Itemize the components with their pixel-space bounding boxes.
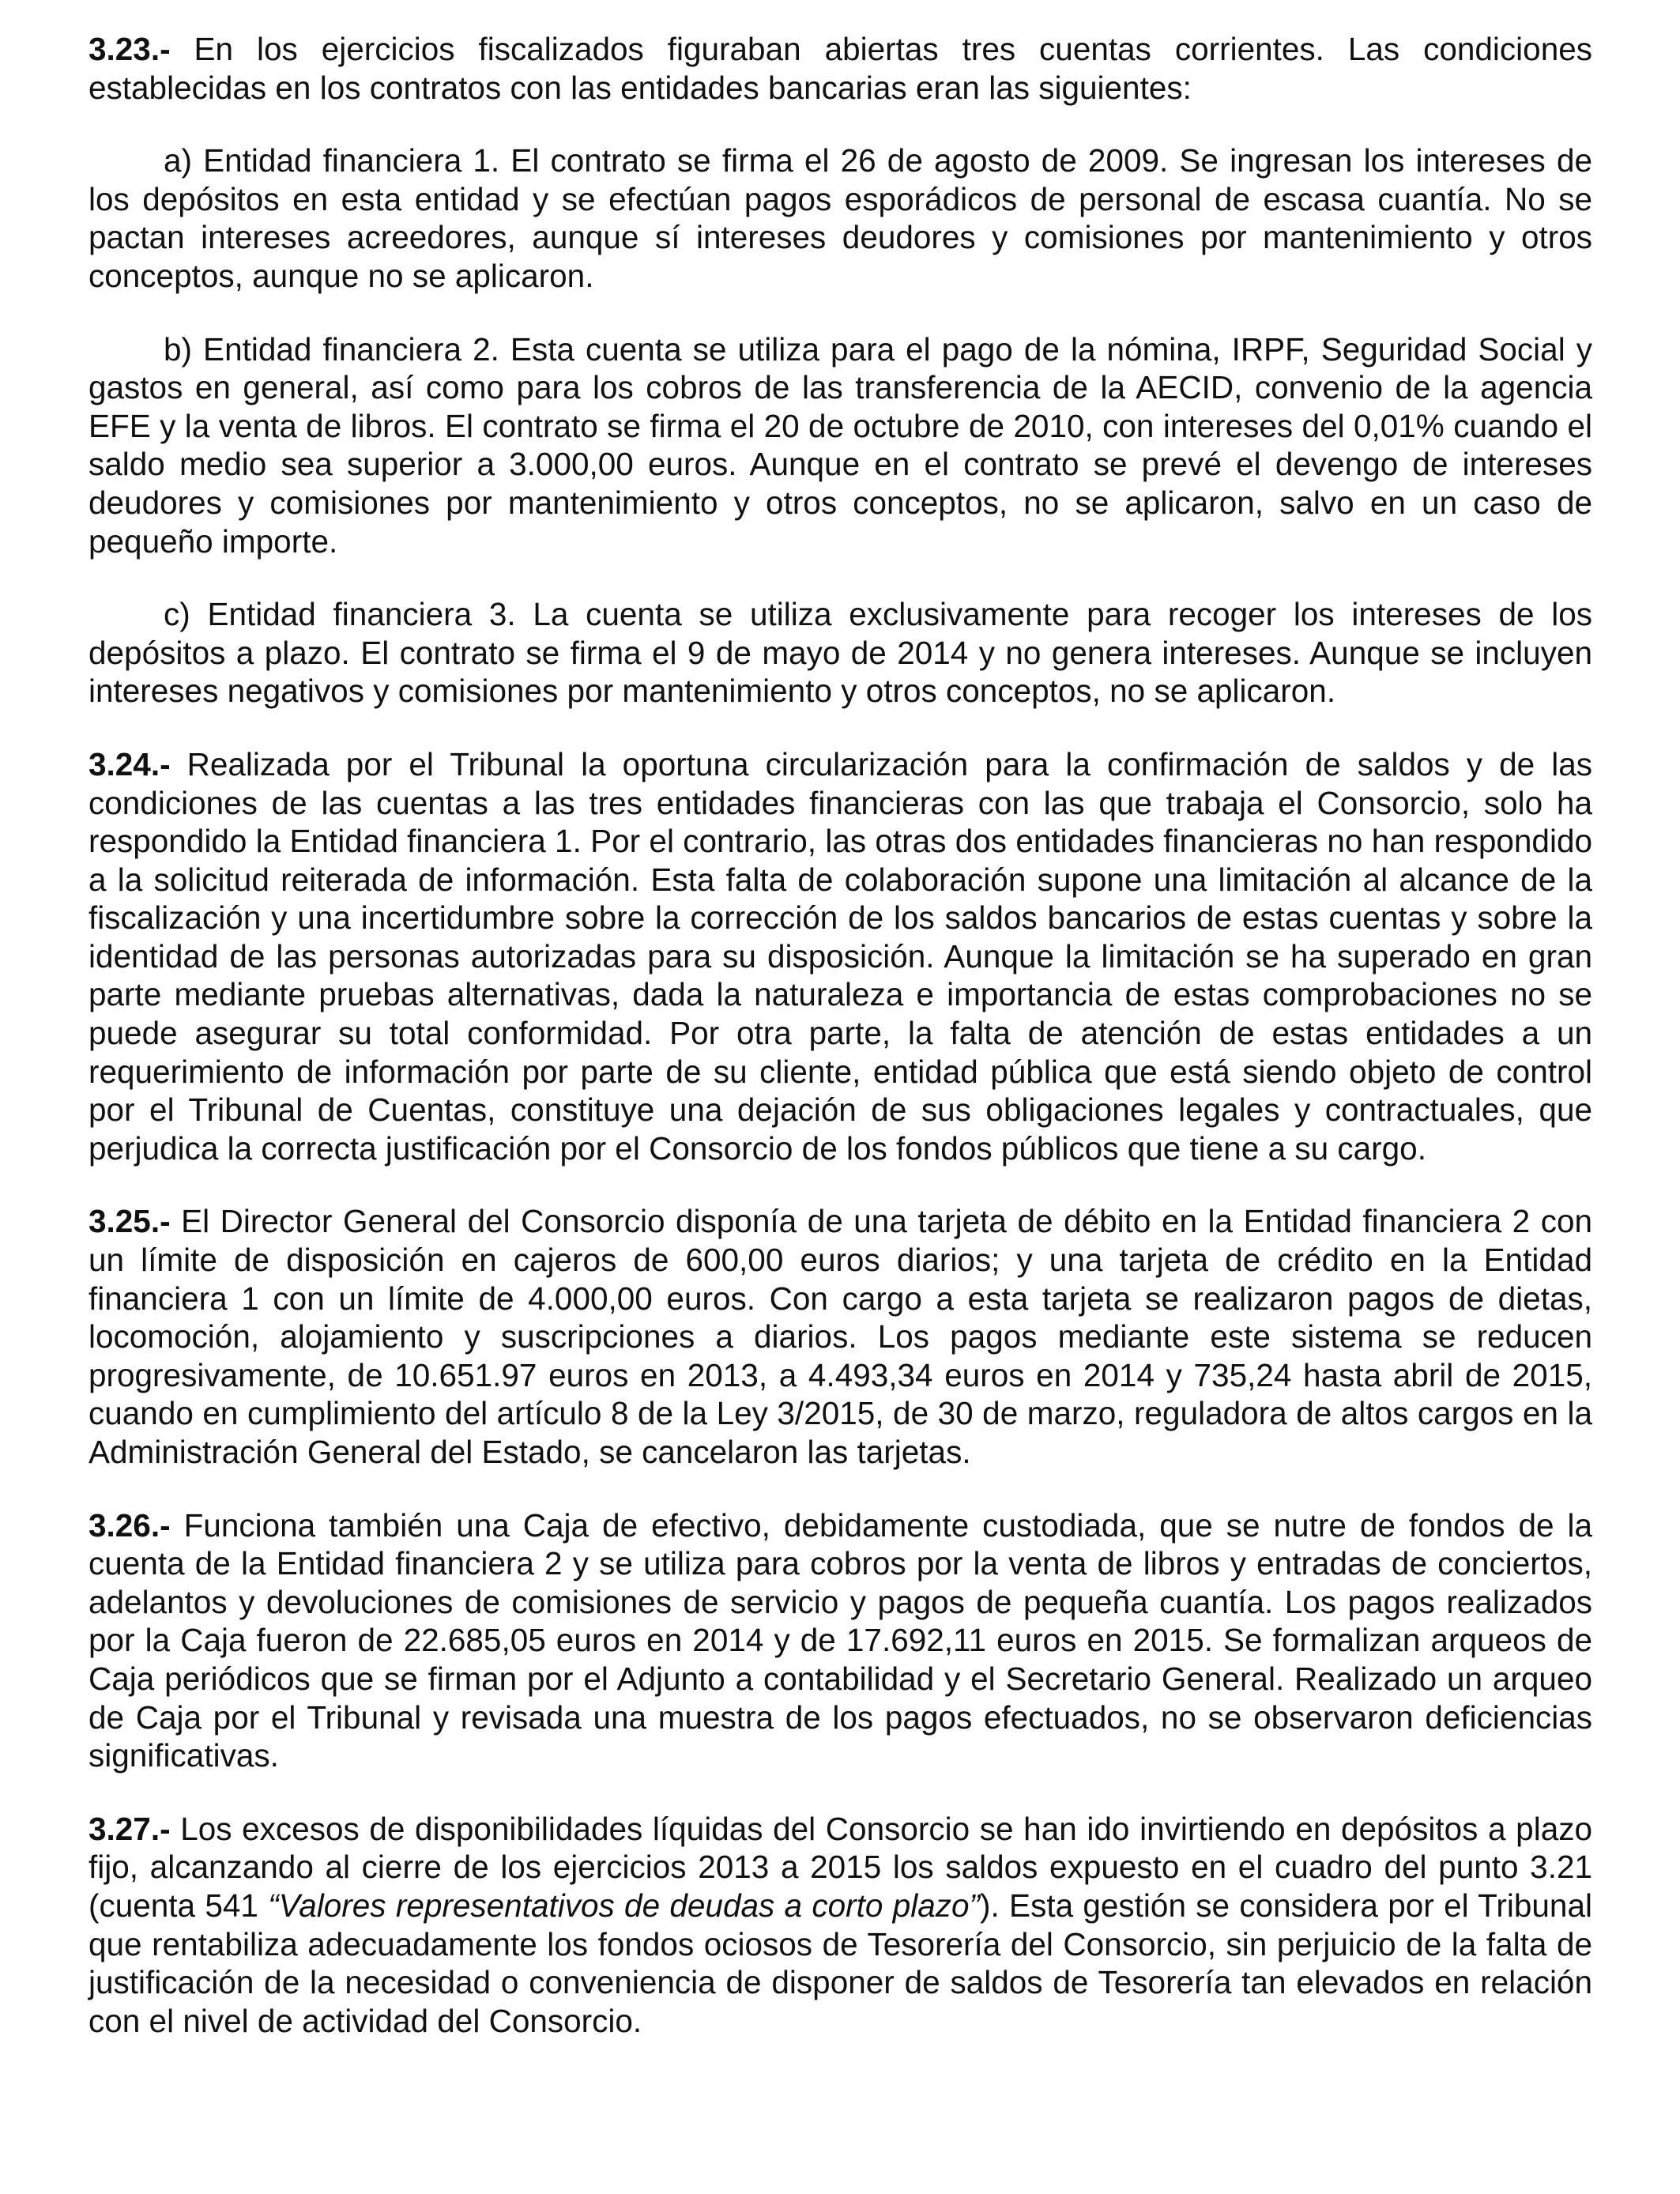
paragraph-text: El Director General del Consorcio disponía de una tarjeta de débito en la Entidad financiera 2 con un límite de disposición en cajeros de 600,00 euros diarios; y una tarjeta de crédito en la Entidad financiera 1 con un límite de 4.000,00 euros. Con cargo a esta tarjeta se realizaron pagos de dietas, locomoción, alojamiento y suscripciones a diarios. Los pagos mediante este sistema se reducen progresivamente, de 10.651.97 euros en 2013, a 4.493,34 euros en 2014 y 735,24 hasta abril de 2015, cuando en cumplimiento del artículo 8 de la Ley 3/2015, de 30 de marzo, reguladora de altos cargos en la Administración General del Estado, se cancelaron las tarjetas. <box>89 1203 1592 1470</box>
paragraph-text: En los ejercicios fiscalizados figuraban abiertas tres cuentas corrientes. Las condiciones establecidas en los contratos con las entidades bancarias eran las siguientes: <box>89 31 1592 106</box>
paragraph-3-24 <box>89 745 1592 1168</box>
paragraph-number: 3.26.- <box>89 1506 171 1544</box>
paragraph-3-25 <box>89 1202 1592 1471</box>
paragraph-3-27 <box>89 1810 1592 2041</box>
paragraph-text: a) Entidad financiera 1. El contrato se firma el 26 de agosto de 2009. Se ingresan los intereses de los depósitos en esta entidad y se efectúan pagos esporádicos de personal de escasa cuantía. No se pactan intereses acreedores, aunque sí intereses deudores y comisiones por mantenimiento y otros conceptos, aunque no se aplicaron. <box>89 142 1592 294</box>
paragraph-text: b) Entidad financiera 2. Esta cuenta se utiliza para el pago de la nómina, IRPF, Seguridad Social y gastos en general, así como para los cobros de las transferencia de la AECID, convenio de la agencia EFE y la venta de libros. El contrato se firma el 20 de octubre de 2010, con intereses del 0,01% cuando el saldo medio sea superior a 3.000,00 euros. Aunque en el contrato se prevé el devengo de intereses deudores y comisiones por mantenimiento y otros conceptos, no se aplicaron, salvo en un caso de pequeño importe. <box>89 330 1592 560</box>
paragraph-number: 3.23.- <box>89 31 171 67</box>
paragraph-number: 3.27.- <box>89 1810 171 1847</box>
paragraph-text: ). Esta gestión se considera por el Tribunal que rentabiliza adecuadamente los fondos ociosos de Tesorería del Consorcio, sin perjuicio de la falta de justificación de la necesidad o conveniencia de disponer de saldos de Tesorería tan elevados en relación con el nivel de actividad del Consorcio. <box>89 1887 1592 2039</box>
paragraph-number: 3.25.- <box>89 1203 171 1240</box>
paragraph-3-26 <box>89 1506 1592 1775</box>
paragraph-3-23-c <box>89 595 1592 711</box>
paragraph-3-23-a <box>89 141 1592 295</box>
document-page <box>89 30 1592 2075</box>
paragraph-italic-text: “Valores representativos de deudas a corto plazo” <box>268 1887 981 1924</box>
paragraph-3-23-b <box>89 330 1592 561</box>
paragraph-3-23 <box>89 30 1592 107</box>
paragraph-text: c) Entidad financiera 3. La cuenta se utiliza exclusivamente para recoger los intereses de los depósitos a plazo. El contrato se firma el 9 de mayo de 2014 y no genera intereses. Aunque se incluyen intereses negativos y comisiones por mantenimiento y otros conceptos, no se aplicaron. <box>89 596 1592 710</box>
paragraph-number: 3.24.- <box>89 745 171 782</box>
paragraph-text: Los excesos de disponibilidades líquidas del Consorcio se han ido invirtiendo en depósitos a plazo fijo, alcanzando al cierre de los ejercicios 2013 a 2015 los saldos expuesto en el cuadro del punto 3.21 (cuenta 541 <box>89 1810 1592 1924</box>
paragraph-text: Realizada por el Tribunal la oportuna circularización para la confirmación de saldos y de las condiciones de las cuentas a las tres entidades financieras con las que trabaja el Consorcio, solo ha respondido la Entidad financiera 1. Por el contrario, las otras dos entidades financieras no han respondido a la solicitud reiterada de información. Esta falta de colaboración supone una limitación al alcance de la fiscalización y una incertidumbre sobre la corrección de los saldos bancarios de estas cuentas y sobre la identidad de las personas autorizadas para su disposición. Aunque la limitación se ha superado en gran parte mediante pruebas alternativas, dada la naturaleza e importancia de estas comprobaciones no se puede asegurar su total conformidad. Por otra parte, la falta de atención de estas entidades a un requerimiento de información por parte de su cliente, entidad pública que está siendo objeto de control por el Tribunal de Cuentas, constituye una dejación de sus obligaciones legales y contractuales, que perjudica la correcta justificación por el Consorcio de los fondos públicos que tiene a su cargo. <box>89 745 1592 1167</box>
paragraph-text: Funciona también una Caja de efectivo, debidamente custodiada, que se nutre de fondos de la cuenta de la Entidad financiera 2 y se utiliza para cobros por la venta de libros y entradas de conciertos, adelantos y devoluciones de comisiones de servicio y pagos de pequeña cuantía. Los pagos realizados por la Caja fueron de 22.685,05 euros en 2014 y de 17.692,11 euros en 2015. Se formalizan arqueos de Caja periódicos que se firman por el Adjunto a contabilidad y el Secretario General. Realizado un arqueo de Caja por el Tribunal y revisada una muestra de los pagos efectuados, no se observaron deficiencias significativas. <box>89 1506 1592 1774</box>
